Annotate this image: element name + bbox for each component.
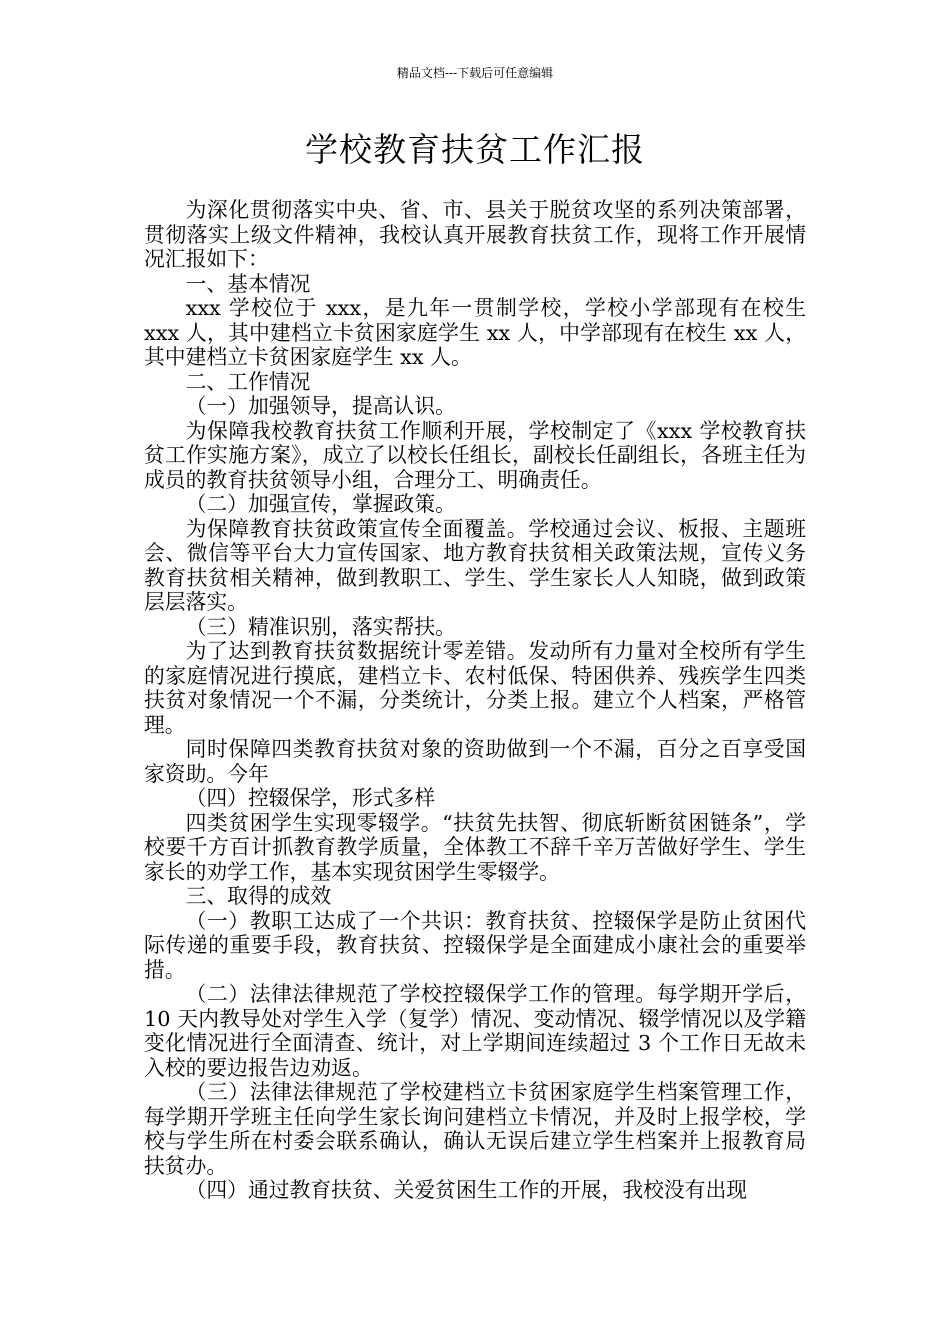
document-body xyxy=(144,198,806,1203)
section-heading-1: 一、基本情况 xyxy=(185,271,311,296)
paragraph-2-1: 为保障我校教育扶贫工作顺利开展，学校制定了《xxx 学校教育扶贫工作实施方案》，成立了以校长任组长，副校长任副组长，各班主任为成员的教育扶贫领导小组，合理分工、明确责任。 xyxy=(144,418,806,492)
paragraph-3-3: （三）法律法律规范了学校建档立卡贫困家庭学生档案管理工作，每学期开学班主任向学生家长询问建档立卡情况，并及时上报学校，学校与学生所在村委会联系确认，确认无误后建立学生档案并上报教育局扶贫办。 xyxy=(144,1080,806,1178)
paragraph-basic-info: xxx 学校位于 xxx，是九年一贯制学校，学校小学部现有在校生 xxx 人，其中建档立卡贫困家庭学生 xx 人，中学部现有在校生 xx 人，其中建档立卡贫困家庭学生 xx 人。 xyxy=(144,296,806,369)
paragraph-2-2: 为保障教育扶贫政策宣传全面覆盖。学校通过会议、板报、主题班会、微信等平台大力宣传国家、地方教育扶贫相关政策法规，宣传义务教育扶贫相关精神，做到教职工、学生、学生家长人人知晓，做到政策层层落实。 xyxy=(144,516,806,614)
page-header: 精品文档---下载后可任意编辑 xyxy=(396,66,554,80)
paragraph-2-4: 四类贫困学生实现零辍学。“扶贫先扶智、彻底斩断贫困链条”，学校要千方百计抓教育教学质量，全体教工不辞千辛万苦做好学生、学生家长的劝学工作，基本实现贫困学生零辍学。 xyxy=(144,810,806,884)
section-heading-3: 三、取得的成效 xyxy=(185,884,332,908)
subheading-2-3: （三）精准识别，落实帮扶。 xyxy=(185,614,456,639)
section-heading-2: 二、工作情况 xyxy=(185,369,311,394)
document-title: 学校教育扶贫工作汇报 xyxy=(305,130,645,169)
subheading-2-4: （四）控辍保学，形式多样 xyxy=(185,786,436,810)
paragraph-2-3: 为了达到教育扶贫数据统计零差错。发动所有力量对全校所有学生的家庭情况进行摸底，建档立卡、农村低保、特困供养、残疾学生四类扶贫对象情况一个不漏，分类统计，分类上报。建立个人档案，严格管理。 xyxy=(144,639,806,737)
subheading-2-2: （二）加强宣传，掌握政策。 xyxy=(185,492,456,516)
subheading-2-1: （一）加强领导，提高认识。 xyxy=(185,394,456,418)
paragraph-3-2: （二）法律法律规范了学校控辍保学工作的管理。每学期开学后，10 天内教导处对学生入学（复学）情况、变动情况、辍学情况以及学籍变化情况进行全面清查、统计，对上学期间连续超过 3 个工作日无故未入校的要边报告边劝返。 xyxy=(144,982,806,1080)
intro-paragraph: 为深化贯彻落实中央、省、市、县关于脱贫攻坚的系列决策部署，贯彻落实上级文件精神，我校认真开展教育扶贫工作，现将工作开展情况汇报如下： xyxy=(144,198,806,271)
paragraph-3-4: （四）通过教育扶贫、关爱贫困生工作的开展，我校没有出现 xyxy=(185,1178,748,1202)
paragraph-3-1: （一）教职工达成了一个共识：教育扶贫、控辍保学是防止贫困代际传递的重要手段，教育扶贫、控辍保学是全面建成小康社会的重要举措。 xyxy=(144,908,806,982)
paragraph-2-3b: 同时保障四类教育扶贫对象的资助做到一个不漏，百分之百享受国家资助。今年 xyxy=(144,737,806,786)
